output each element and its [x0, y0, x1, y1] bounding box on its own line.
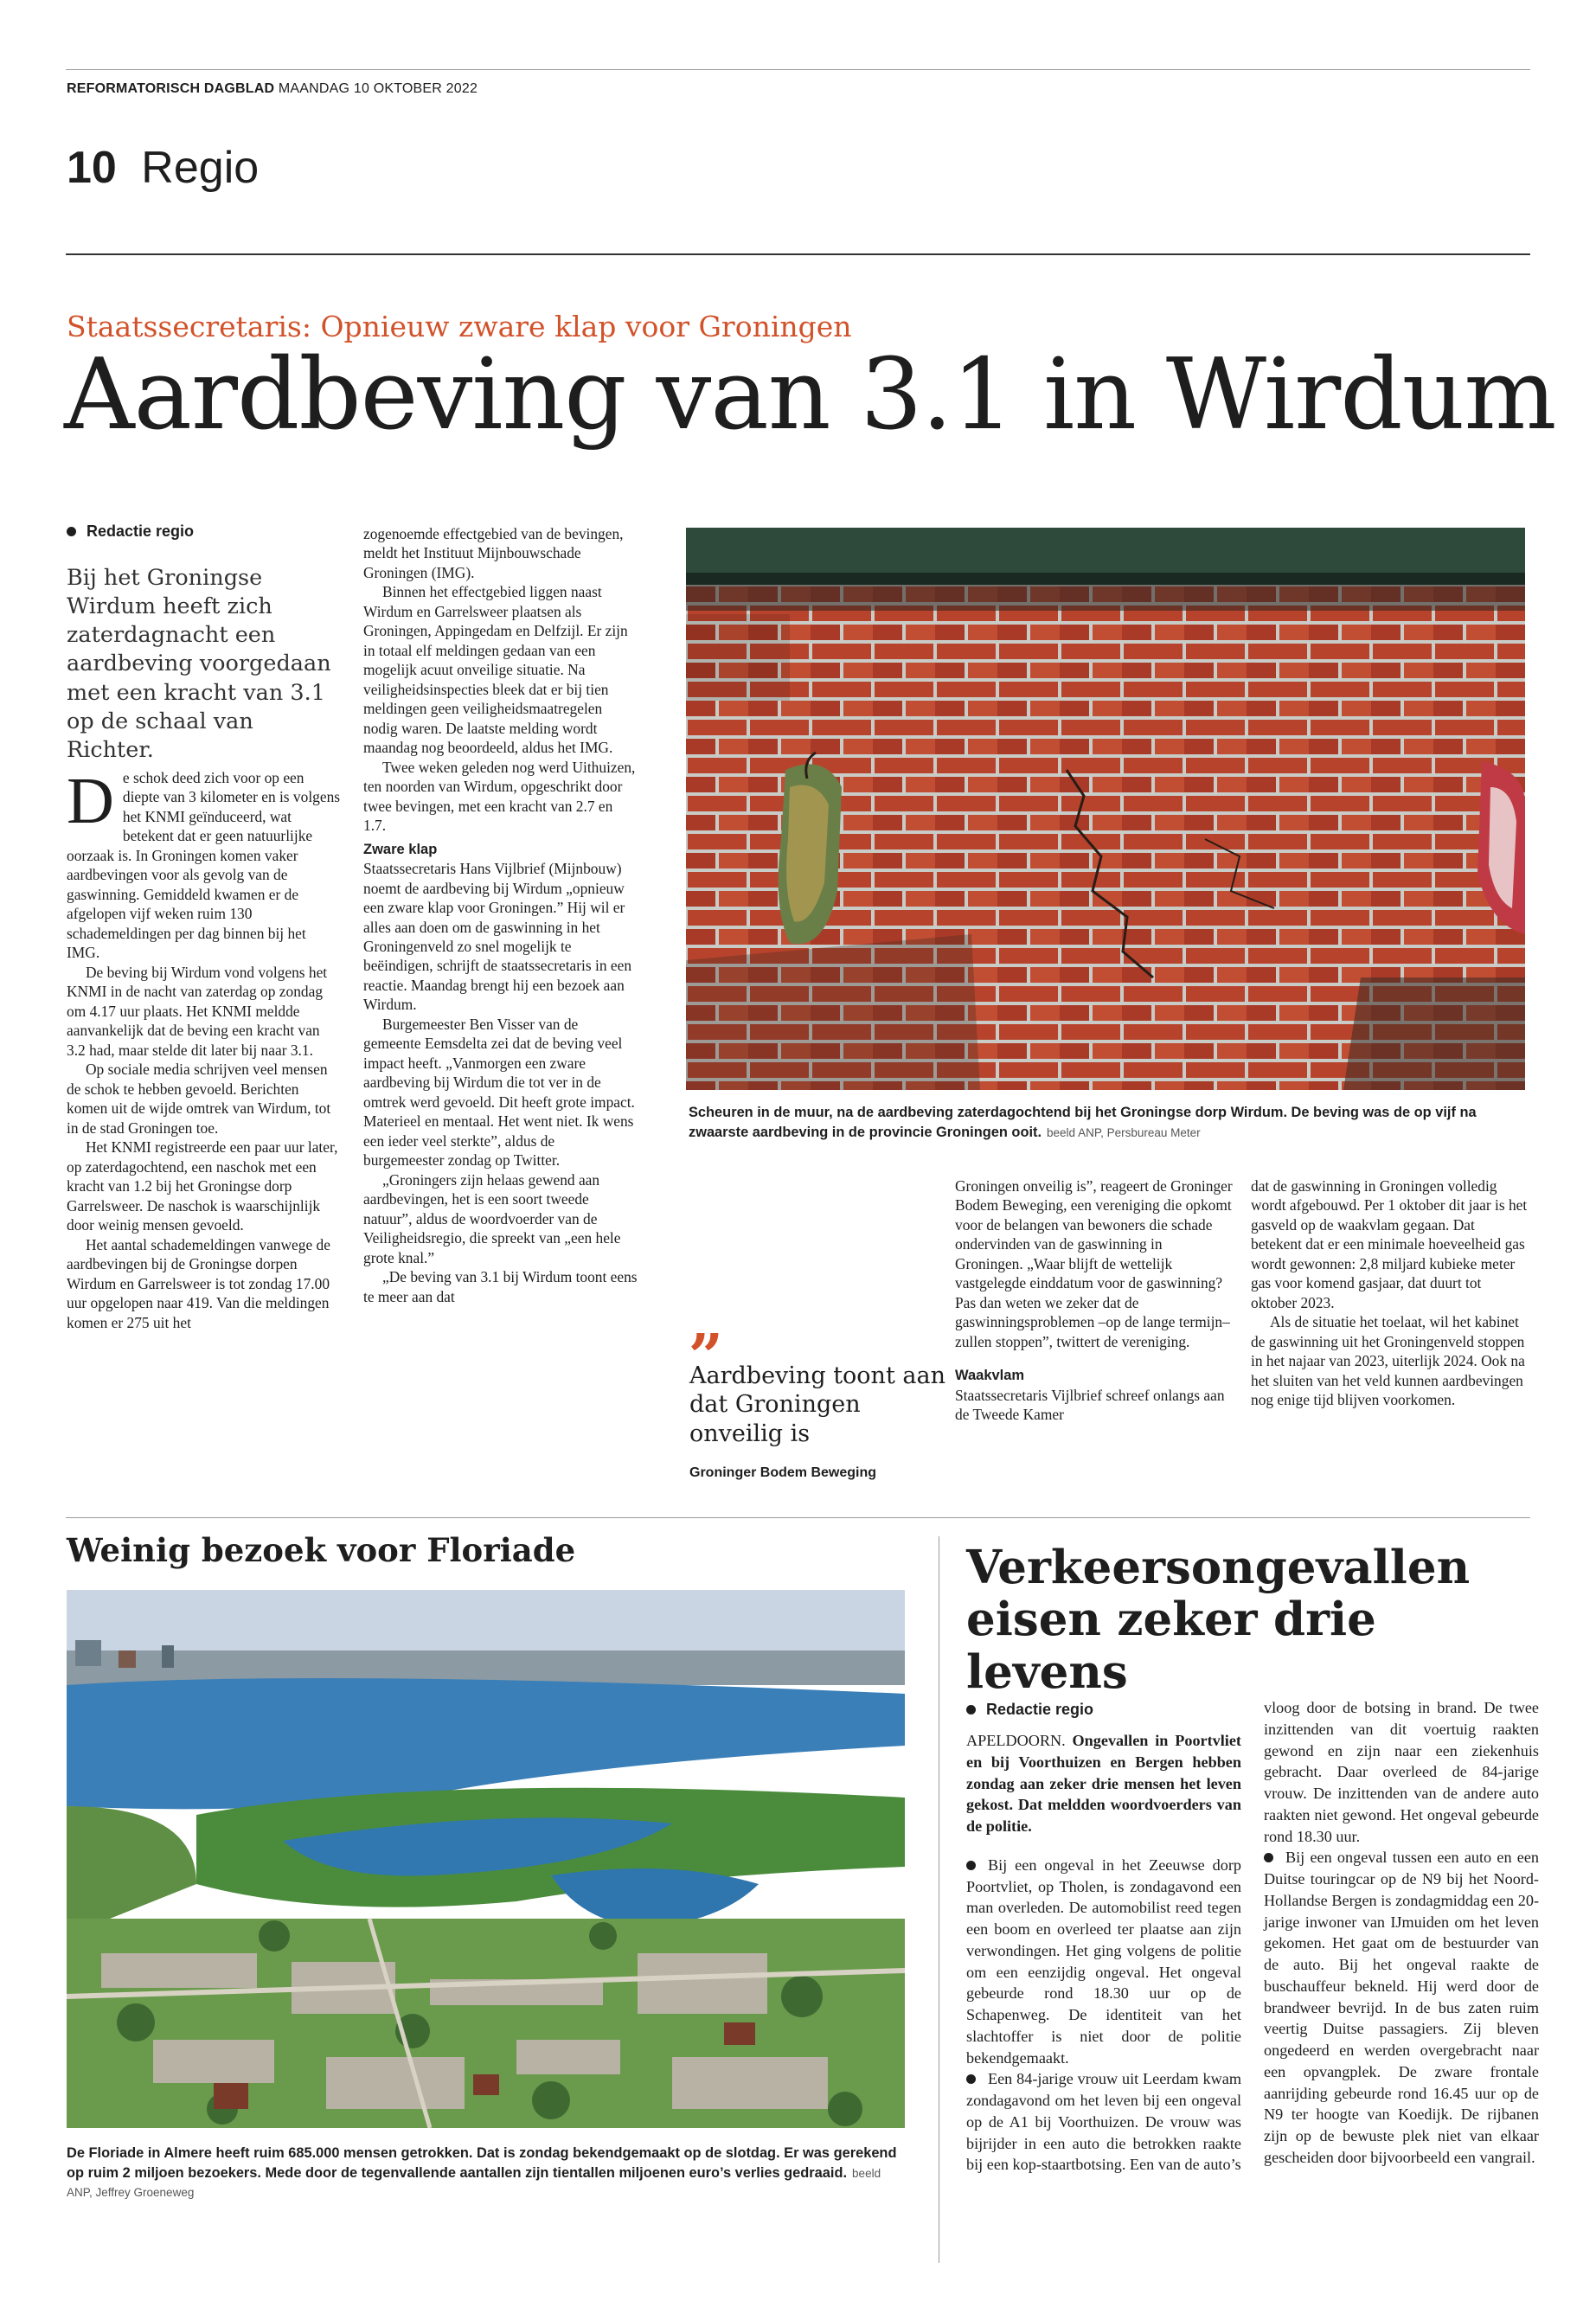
- floriade-aerial-photo: [67, 1590, 905, 2128]
- photo-credit: beeld ANP, Jeffrey Groeneweg: [67, 2166, 881, 2200]
- traffic-paragraph: Bij een ongeval in het Zeeuwse dorp Poortvliet, op Tholen, is zondagavond een man overleden. De automobilist reed tegen een boom en overleed ter plaatse aan zijn verwondingen. Het ging volgens de politie om een eenzijdig ongeval. Het ongeval gebeurde rond 18.30 uur op de Schapenweg. De identiteit van het slachtoffer is niet door de politie bekendgemaakt.: [966, 1856, 1241, 2067]
- lead-paragraph: Als de situatie het toelaat, wil het kabinet de gaswinning uit het Groningenveld stoppen in het najaar van 2023, uiterlijk 2024. Ook na het sluiten van het veld kunnen aardbevingen nog enige tijd blijven voorkomen.: [1251, 1313, 1525, 1409]
- quote-text: Aardbeving toont aan dat Groningen onveilig is: [689, 1362, 945, 1447]
- traffic-column-2: [1264, 1697, 1539, 2169]
- masthead-line: [67, 81, 478, 97]
- brick-photo-caption: [689, 1103, 1525, 1142]
- caption-text: Scheuren in de muur, na de aardbeving zaterdagochtend bij het Groningse dorp Wirdum. De beving was de op vijf na zwaarste aardbeving in de provincie Groningen ooit.: [689, 1105, 1477, 1140]
- byline-text: Redactie regio: [87, 522, 195, 540]
- subheading: Waakvlam: [955, 1368, 1025, 1384]
- lead-paragraph: Het aantal schademeldingen vanwege de aardbevingen bij de Groningse dorpen Wirdum en Garrelsweer is tot zondag 17.00 uur opgelopen naar 419. Van die meldingen komen er 275 uit het: [67, 1235, 330, 1331]
- lead-paragraph: De beving bij Wirdum vond volgens het KNMI in de nacht van zaterdag op zondag om 4.17 uur plaats. Het KNMI meldde aanvankelijk dat de beving een kracht van 3.2 had, maar stelde dit later bij naar 3.1.: [67, 963, 328, 1059]
- lead-paragraph: dat de gaswinning in Groningen volledig wordt afgebouwd. Per 1 oktober dit jaar is het gasveld op de waakvlam gegaan. Dat betekent dat er een minimale hoeveelheid gas wordt gewonnen: 2,8 miljard kubieke meter gas voor komend gasjaar, dat duurt tot oktober 2023.: [1251, 1177, 1528, 1311]
- traffic-paragraph: Een 84-jarige vrouw uit Leerdam kwam zondagavond om het leven bij een ongeval op de A1 bij Voorthuizen. De vrouw was bijrijder in een auto die betrokken raakte bij een kop-staartbotsing. Een van de auto’s: [966, 2070, 1241, 2174]
- section-title: Regio: [141, 143, 260, 193]
- issue-date: MAANDAG 10 OKTOBER 2022: [278, 81, 478, 96]
- floriade-headline: Weinig bezoek voor Floriade: [67, 1531, 576, 1569]
- quote-mark: „: [689, 1285, 725, 1357]
- byline-text: Redactie regio: [986, 1701, 1094, 1718]
- traffic-byline: [966, 1701, 1093, 1719]
- lead-paragraph: Burgemeester Ben Visser van de gemeente Eemsdelta zei dat de beving veel impact heeft. „Vanmorgen een zware aardbeving bij Wirdum die tot ver in de omtrek werd gevoeld. Dit heeft grote impact. Materieel en mentaal. Het went niet. Ik wens een ieder veel sterkte”, aldus de burgemeester zondag op Twitter.: [363, 1015, 635, 1170]
- lead-paragraph: Staatssecretaris Hans Vijlbrief (Mijnbouw) noemt de aardbeving bij Wirdum „opnieuw een zware klap voor Groningen.” Hij wil er alles aan doen om de gaswinning in het Groningenveld zo snel mogelijk te beëindigen, schrijft de staatssecretaris in een reactie. Maandag brengt hij een bezoek aan Wirdum.: [363, 860, 632, 1014]
- lead-paragraph: Binnen het effectgebied liggen naast Wirdum en Garrelsweer plaatsen als Groningen, Appingedam en Delfzijl. Er zijn in totaal elf meldingen gedaan van een mogelijk acuut onveilige situatie. Na veiligheidsinspecties bleek dat er bij tien meldingen geen veiligheidsmaatregelen nodig waren. De laatste melding wordt maandag nog beoordeeld, aldus het IMG.: [363, 583, 628, 757]
- quote-source: Groninger Bodem Beweging: [689, 1465, 877, 1481]
- lead-paragraph: Staatssecretaris Vijlbrief schreef onlangs aan de Tweede Kamer: [955, 1386, 1225, 1424]
- floriade-caption: [67, 2144, 905, 2202]
- lead-byline: [67, 522, 194, 541]
- lead-column-4: [955, 1176, 1234, 1425]
- lead-paragraph: Het KNMI registreerde een paar uur later, op zaterdagochtend, een naschok met een kracht van 1.2 bij het Groningse dorp Garrelsweer. De naschok is waarschijnlijk door weinig mensen gevoeld.: [67, 1138, 338, 1234]
- bullet-icon: [67, 527, 76, 536]
- lead-intro: Bij het Groningse Wirdum heeft zich zaterdagnacht een aardbeving voorgedaan met een kracht van 3.1 op de schaal van Richter.: [67, 565, 331, 763]
- lead-paragraph: „Groningers zijn helaas gewend aan aardbevingen, het is een soort tweede natuur”, aldus de woordvoerder van de Veiligheidsregio, die spreekt van „een hele grote knal.”: [363, 1170, 621, 1266]
- paper-name: REFORMATORISCH DAGBLAD: [67, 81, 275, 96]
- section-header: [67, 143, 260, 193]
- lead-paragraph: „De beving van 3.1 bij Wirdum toont eens te meer aan dat: [363, 1268, 638, 1305]
- bullet-icon: [966, 2074, 976, 2084]
- traffic-headline: Verkeersongevallen eisen zeker drie levens: [966, 1541, 1471, 1699]
- traffic-paragraph: Bij een ongeval tussen een auto en een Duitse touringcar op de N9 bij het Noord-Hollandse Bergen is zondagmiddag een 20-jarige inwoner van IJmuiden om het leven gekomen. Het gaat om de bestuurder van de auto. Bij het ongeval raakte de buschauffeur bekneld. Hij werd door de brandweer bevrijd. In de bus zaten ruim veertig Duitse passagiers. Zij bleven ongedeerd en werden overgebracht naar een opvangplek. De zware frontale aanrijding gebeurde rond 16.45 uur op de N9 ter hoogte van Koedijk. De rijbanen zijn op de bewuste plek niet van elkaar gescheiden door bijvoorbeeld een vangrail.: [1264, 1849, 1539, 2166]
- bullet-icon: [966, 1705, 976, 1715]
- caption-text: De Floriade in Almere heeft ruim 685.000 mensen getrokken. Dat is zondag bekendgemaakt op de slotdag. Er was gerekend op ruim 2 miljoen bezoekers. Mede door de tegenvallende aantallen zijn tientallen miljoenen euro’s verlies gedraaid.: [67, 2145, 897, 2181]
- lead-column-2: [363, 524, 638, 1306]
- page-number: 10: [67, 143, 117, 193]
- lead-headline: Aardbeving van 3.1 in Wirdum: [64, 337, 1556, 452]
- traffic-lead: Ongevallen in Poortvliet en bij Voorthuizen en Bergen hebben zondag aan zeker drie mensen het leven gekost. Dat meldden woordvoerders van de politie.: [966, 1732, 1241, 1835]
- photo-credit: beeld ANP, Persbureau Meter: [1047, 1125, 1201, 1139]
- lead-paragraph: zogenoemde effectgebied van de bevingen, meldt het Instituut Mijnbouwschade Groningen (IMG).: [363, 525, 624, 581]
- traffic-paragraph: vloog door de botsing in brand. De twee inzittenden van dit voertuig raakten gewond en zijn naar een ziekenhuis gebracht. Daar overleed de 84-jarige vrouw. De inzittenden van de andere auto raakten niet gewond. Het ongeval gebeurde rond 18.30 uur.: [1264, 1699, 1539, 1845]
- lead-column-5: [1251, 1176, 1529, 1410]
- lead-paragraph: Twee weken geleden nog werd Uithuizen, ten noorden van Wirdum, opgeschrikt door twee bevingen, met een kracht van 2.7 en 1.7.: [363, 758, 636, 835]
- pull-quote: [689, 1285, 949, 1481]
- traffic-column-1: [966, 1730, 1241, 2176]
- lead-paragraph: e schok deed zich voor op een diepte van 3 kilometer en is volgens het KNMI geïnduceerd, wat betekent dat er geen natuurlijke oorzaak is. In Groningen komen vaker aardbevingen voor als gevolg van de gaswinning. Gemiddeld kwamen er de afgelopen vijf weken ruim 130 schademeldingen per dag binnen bij het IMG.: [67, 769, 341, 962]
- lead-column-1: [67, 765, 342, 1332]
- bullet-icon: [1264, 1853, 1273, 1862]
- dropcap: D: [67, 765, 114, 837]
- bullet-icon: [966, 1861, 976, 1870]
- lead-paragraph: Op sociale media schrijven veel mensen de schok te hebben gevoeld. Berichten komen uit de wijde omtrek van Wirdum, tot in de stad Groningen toe.: [67, 1061, 331, 1137]
- lead-kicker: Staatssecretaris: Opnieuw zware klap voor Groningen: [67, 310, 852, 343]
- subheading: Zware klap: [363, 841, 438, 857]
- lead-paragraph: Groningen onveilig is”, reageert de Groninger Bodem Beweging, een vereniging die opkomt voor de belangen van bewoners die schade ondervinden van de gaswinning in Groningen. „Waar blijft de wettelijk vastgelegde einddatum voor de gaswinning? Pas dan weten we zeker dat de gaswinningsproblemen –op de lange termijn– zullen stoppen”, twittert de vereniging.: [955, 1177, 1233, 1350]
- brick-wall-photo: [686, 528, 1525, 1090]
- dateline: APELDOORN.: [966, 1732, 1066, 1749]
